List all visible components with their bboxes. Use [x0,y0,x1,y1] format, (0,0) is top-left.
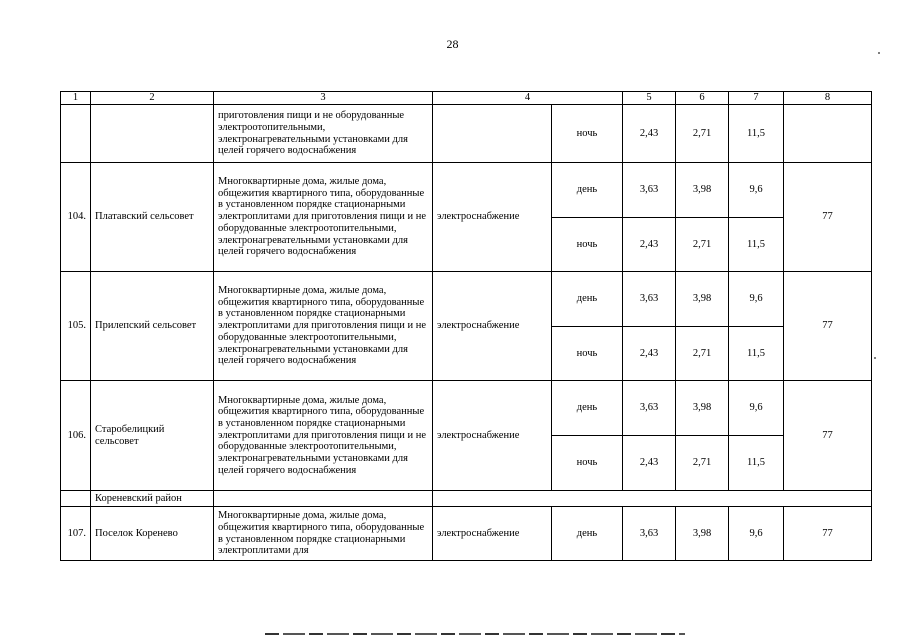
header-cell: 5 [623,92,676,105]
col8-value: 77 [784,507,872,561]
period-label: ночь [552,105,623,163]
consumer-description: Многоквартирные дома, жилые дома, общежития квартирного типа, оборудованные в установленном порядке стационарными электроплитами для приготовления пищи и не оборудованные электроотопительными, электронагревательными установками для целей горячего водоснабжения [214,272,433,381]
tariff-value: 3,63 [623,381,676,436]
tariff-value: 3,98 [676,381,729,436]
period-label: ночь [552,327,623,381]
header-cell: 8 [784,92,872,105]
scan-speck [874,357,876,359]
service-type: электроснабжение [433,381,552,491]
table-row [61,507,872,561]
tariff-value: 2,71 [676,436,729,491]
service-type: электроснабжение [433,163,552,272]
tariff-value: 9,6 [729,272,784,327]
col8-value: 77 [784,163,872,272]
table-row [61,163,872,218]
table-row [61,272,872,327]
tariff-value: 2,43 [623,327,676,381]
tariff-value: 3,98 [676,272,729,327]
row-number: 105. [61,272,91,381]
settlement-name: Старобелицкий сельсовет [91,381,214,491]
consumer-description: приготовления пищи и не оборудованные электроотопительными, электронагревательными установками для целей горячего водоснабжения [214,105,433,163]
scan-edge-strip [265,633,685,635]
period-label: день [552,272,623,327]
period-label: ночь [552,218,623,272]
tariff-value: 9,6 [729,507,784,561]
tariff-value: 3,63 [623,272,676,327]
header-row [61,92,872,105]
settlement-name: Поселок Кореневo [91,507,214,561]
district-row [61,491,872,507]
tariff-value: 2,71 [676,105,729,163]
tariff-value: 2,43 [623,436,676,491]
period-label: ночь [552,436,623,491]
tariff-value: 3,63 [623,163,676,218]
table-row [61,381,872,436]
page-number: 28 [446,37,459,51]
tariff-value: 2,71 [676,327,729,381]
tariff-value: 9,6 [729,163,784,218]
consumer-description: Многоквартирные дома, жилые дома, общежития квартирного типа, оборудованные в установленном порядке стационарными электроплитами для приготовления пищи и не оборудованные электроотопительными, электронагревательными установками для целей горячего водоснабжения [214,381,433,491]
col8-value: 77 [784,381,872,491]
tariff-value: 9,6 [729,381,784,436]
header-cell: 1 [61,92,91,105]
col8-value: 77 [784,272,872,381]
settlement-name: Прилепский сельсовет [91,272,214,381]
header-cell: 3 [214,92,433,105]
tariff-value: 3,98 [676,163,729,218]
consumer-description: Многоквартирные дома, жилые дома, общежития квартирного типа, оборудованные в установленном порядке стационарными электроплитами для [214,507,433,561]
header-cell: 7 [729,92,784,105]
consumer-description: Многоквартирные дома, жилые дома, общежития квартирного типа, оборудованные в установленном порядке стационарными электроплитами для приготовления пищи и не оборудованные электроотопительными, электронагревательными установками для целей горячего водоснабжения [214,163,433,272]
tariff-value: 11,5 [729,436,784,491]
tariff-value: 3,98 [676,507,729,561]
service-type: электроснабжение [433,507,552,561]
row-number: 107. [61,507,91,561]
settlement-name: Платавский сельсовет [91,163,214,272]
district-name: Кореневский район [91,491,214,507]
tariff-table [60,91,872,561]
period-label: день [552,381,623,436]
period-label: день [552,163,623,218]
tariff-value: 11,5 [729,327,784,381]
table-row [61,105,872,163]
tariff-value: 11,5 [729,105,784,163]
scan-speck [878,52,880,54]
header-cell: 2 [91,92,214,105]
tariff-value: 2,43 [623,218,676,272]
row-number: 106. [61,381,91,491]
tariff-value: 3,63 [623,507,676,561]
period-label: день [552,507,623,561]
tariff-value: 2,71 [676,218,729,272]
row-number: 104. [61,163,91,272]
tariff-value: 11,5 [729,218,784,272]
header-cell: 6 [676,92,729,105]
tariff-value: 2,43 [623,105,676,163]
header-cell: 4 [433,92,623,105]
service-type: электроснабжение [433,272,552,381]
